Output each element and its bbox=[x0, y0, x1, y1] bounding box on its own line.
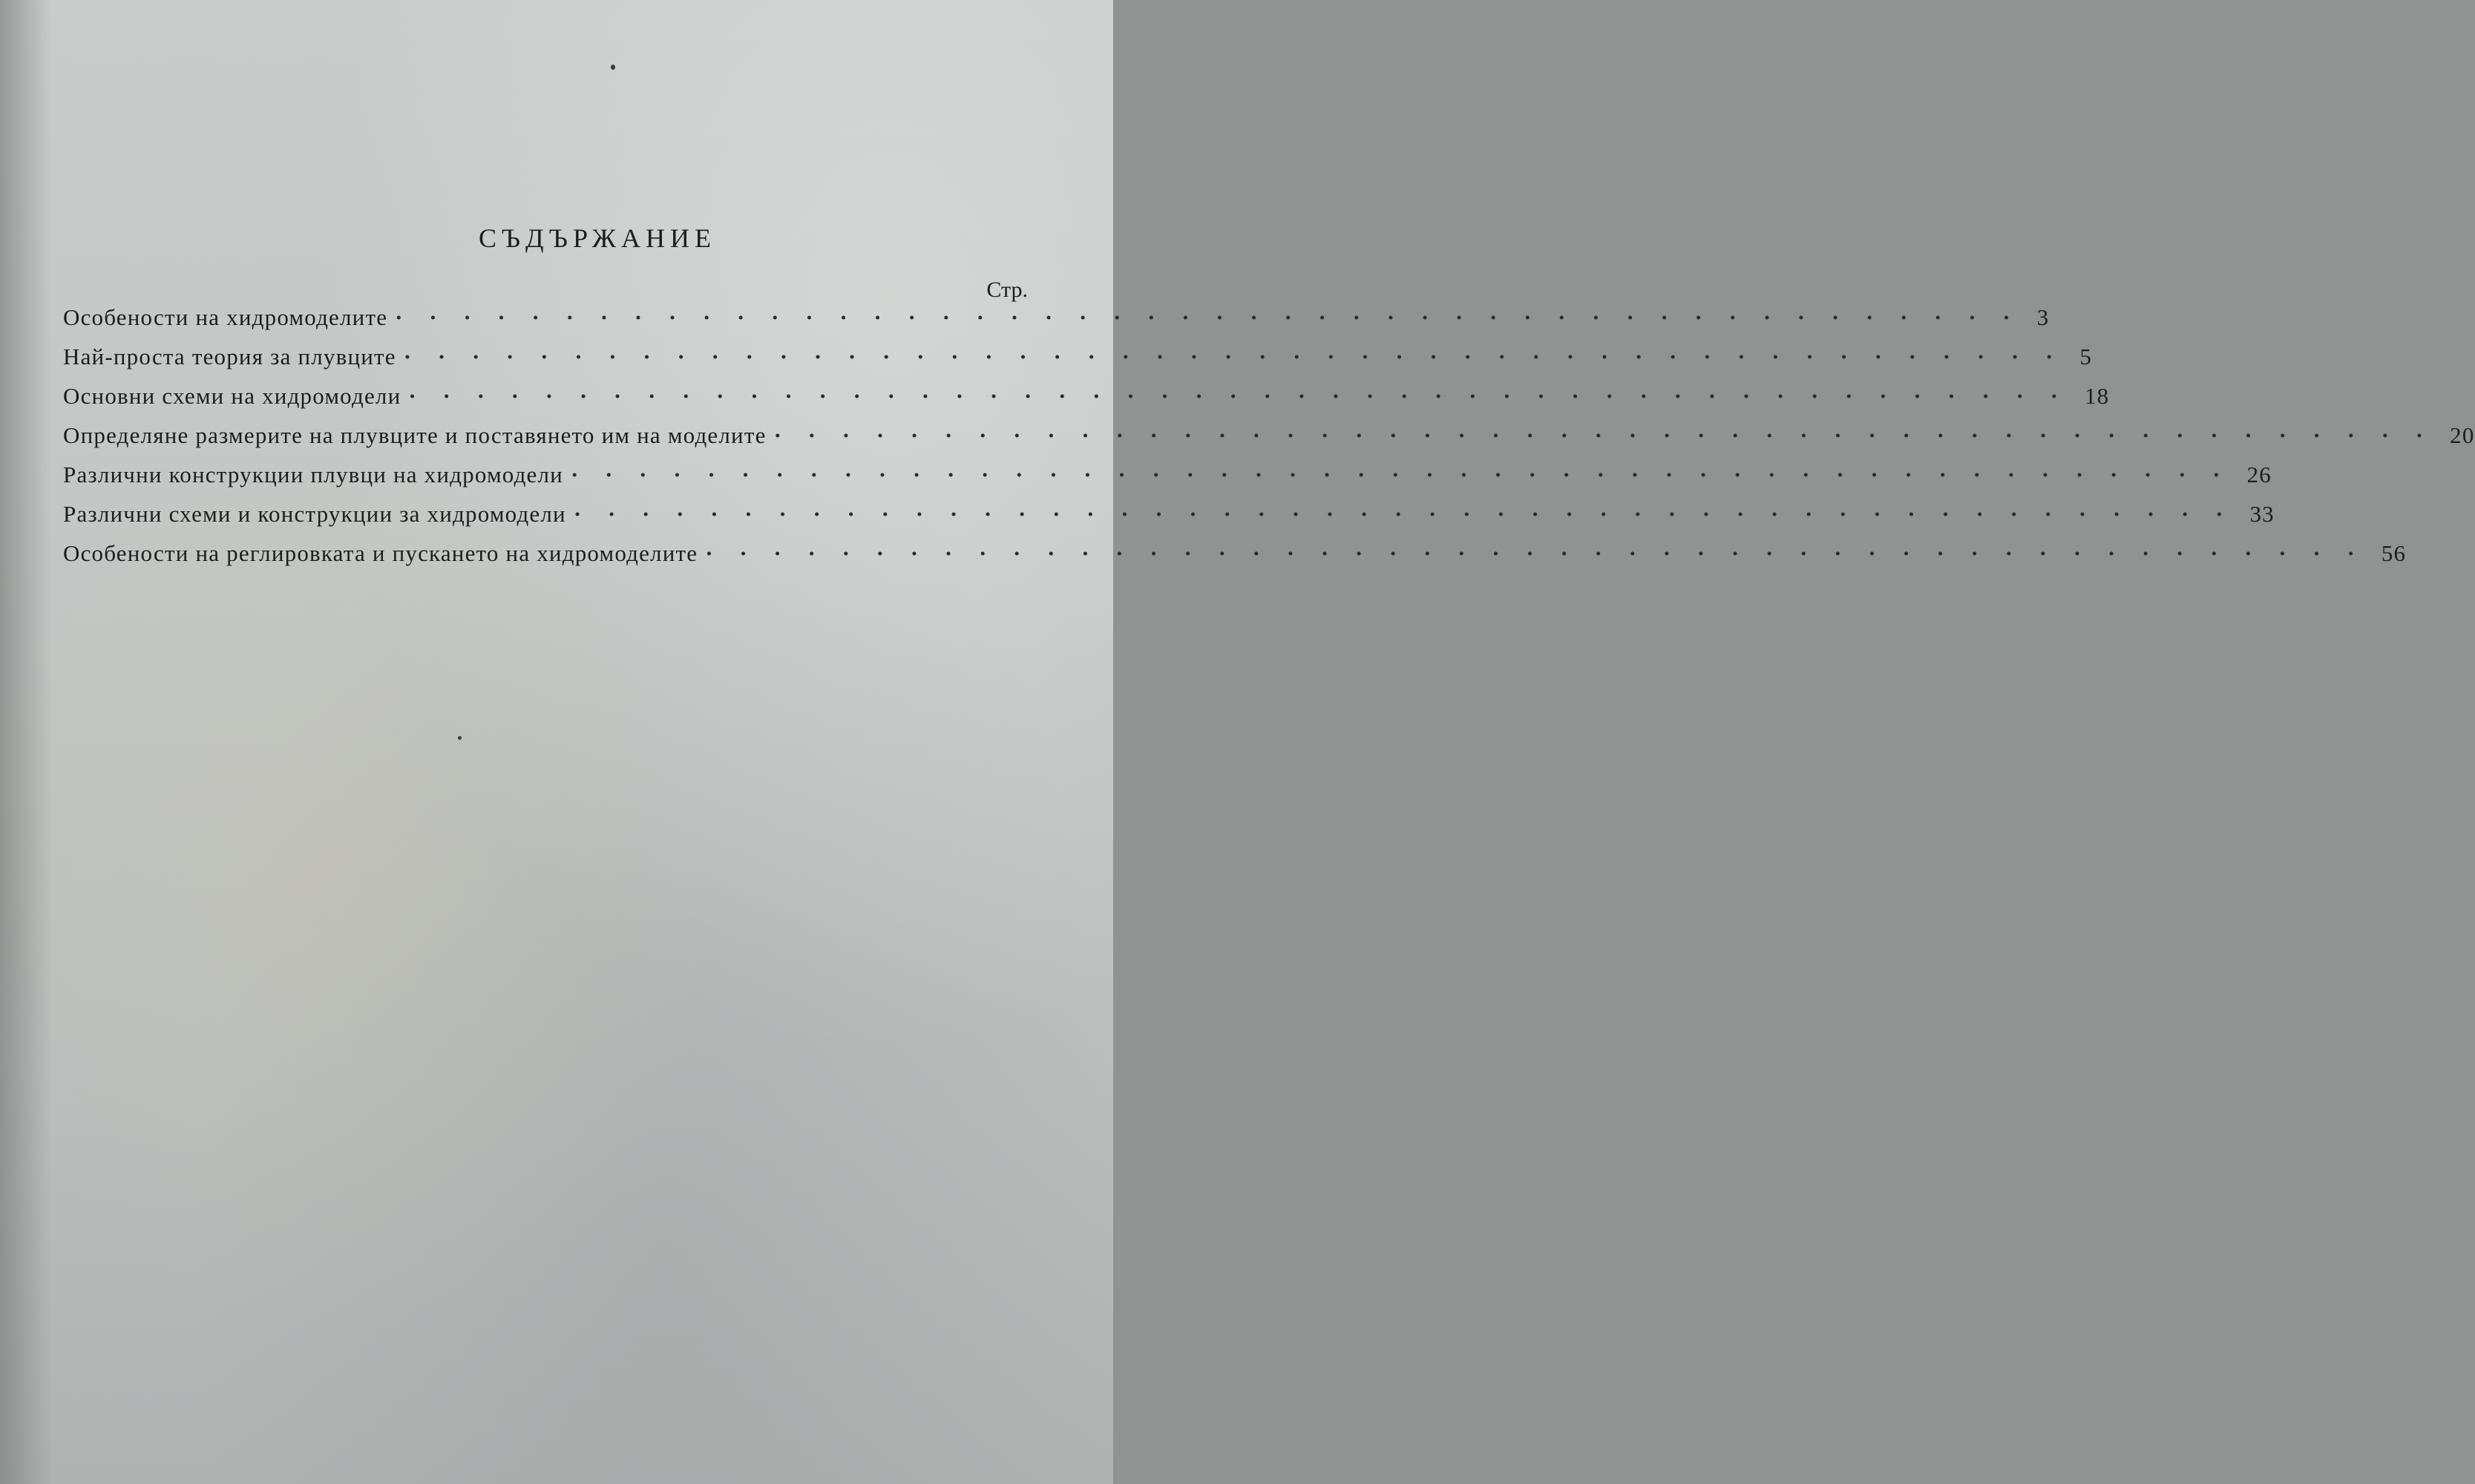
toc-entry-page: 33 bbox=[2249, 501, 2275, 527]
toc-entry bbox=[63, 540, 2407, 580]
toc-entry-title: Особености на реглировката и пускането на хидромоделите bbox=[63, 540, 698, 566]
toc-entry-page: 18 bbox=[2084, 383, 2110, 409]
toc-entry-page: 5 bbox=[2079, 344, 2093, 370]
toc-entry-page: 20 bbox=[2450, 422, 2475, 448]
leader-dots: · · · · · · · · · · · · · · · · · · · · · · · · · · · · · · · · · · · · · · · · · · · · · · · · bbox=[395, 304, 2021, 330]
toc-entry-title: Особености на хидромоделите bbox=[63, 304, 388, 330]
leader-dots: · · · · · · · · · · · · · · · · · · · · · · · · · · · · · · · · · · · · · · · · · · · · · · · · · bbox=[573, 501, 2234, 527]
toc-entry-page: 26 bbox=[2246, 462, 2272, 487]
toc-entry-title: Най-проста теория за плувците bbox=[63, 344, 396, 370]
toc-entry bbox=[63, 383, 2110, 422]
toc-entry-title: Определяне размерите на плувците и поставянето им на моделите bbox=[63, 422, 767, 448]
toc-title: СЪДЪРЖАНИЕ bbox=[479, 223, 716, 253]
toc-entry bbox=[63, 501, 2275, 540]
page-column-label: Стр. bbox=[986, 278, 1028, 302]
leader-dots: · · · · · · · · · · · · · · · · · · · · · · · · · · · · · · · · · · · · · · · · · · · · · · · · · bbox=[403, 344, 2064, 370]
paper-speck bbox=[611, 65, 615, 70]
toc-entry-page: 3 bbox=[2036, 304, 2050, 330]
leader-dots: · · · · · · · · · · · · · · · · · · · · · · · · · · · · · · · · · · · · · · · · · · · · · · · · · bbox=[773, 422, 2434, 448]
toc-entry-page: 56 bbox=[2381, 540, 2407, 566]
toc-entry bbox=[63, 422, 2475, 462]
toc-entry bbox=[63, 462, 2272, 501]
toc-entry-title: Основни схеми на хидромодели bbox=[63, 383, 401, 409]
leader-dots: · · · · · · · · · · · · · · · · · · · · · · · · · · · · · · · · · · · · · · · · · · · · · · · · · bbox=[570, 462, 2231, 487]
table-of-contents bbox=[63, 223, 2475, 580]
leader-dots: · · · · · · · · · · · · · · · · · · · · · · · · · · · · · · · · · · · · · · · · · · · · · · · · · bbox=[705, 540, 2365, 566]
toc-entry bbox=[63, 344, 2093, 383]
toc-entry-title: Различни конструкции плувци на хидромодели bbox=[63, 462, 563, 487]
paper-speck bbox=[458, 736, 462, 740]
leader-dots: · · · · · · · · · · · · · · · · · · · · · · · · · · · · · · · · · · · · · · · · · · · · · · · · · bbox=[408, 383, 2068, 409]
page-edge-shadow bbox=[0, 0, 52, 1484]
toc-entry-title: Различни схеми и конструкции за хидромодели bbox=[63, 501, 566, 527]
toc-entry bbox=[63, 304, 2050, 344]
